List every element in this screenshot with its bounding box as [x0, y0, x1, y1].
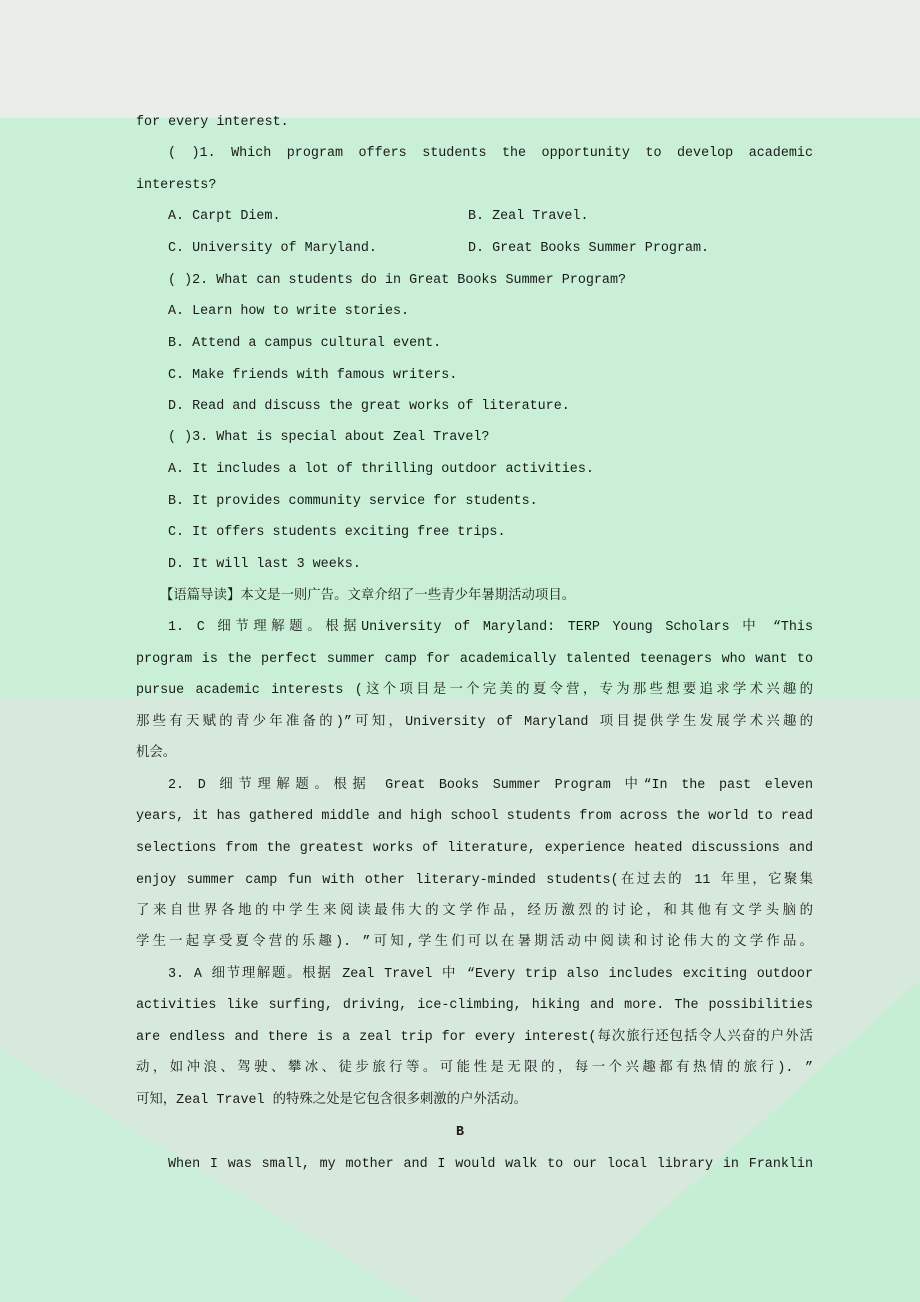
option-1b: B. Zeal Travel. [468, 209, 589, 224]
option-1d: D. Great Books Summer Program. [468, 241, 710, 256]
option-2b: B. Attend a campus cultural event. [168, 336, 442, 351]
option-1c: C. University of Maryland. [168, 241, 377, 256]
text-line: 了来自世界各地的中学生来阅读最伟大的文学作品，经历激烈的讨论，和其他有文学头脑的 [136, 904, 813, 919]
passage-b-first-line: When I was small, my mother and I would walk to our local library in Franklin [168, 1157, 813, 1172]
text-line: 学生一起享受夏令营的乐趣). ”可知,学生们可以在暑期活动中阅读和讨论伟大的文学作品。 [136, 935, 813, 950]
text-line: pursue academic interests (这个项目是一个完美的夏令营，专为那些想要追求学术兴趣的 [136, 683, 813, 698]
text-line: 机会。 [136, 746, 177, 761]
option-3a: A. It includes a lot of thrilling outdoor activities. [168, 462, 594, 477]
text-line: interests? [136, 178, 217, 193]
passage-guide: 【语篇导读】本文是一则广告。文章介绍了一些青少年暑期活动项目。 [160, 589, 576, 604]
option-2d: D. Read and discuss the great works of literature. [168, 399, 570, 414]
text-line: selections from the greatest works of literature, experience heated discussions and [136, 841, 813, 856]
text-line: 动，如冲浪、驾驶、攀冰、徒步旅行等。可能性是无限的，每一个兴趣都有热情的旅行). ” [136, 1061, 813, 1076]
text-line: activities like surfing, driving, ice-climbing, hiking and more. The possibilities [136, 998, 813, 1013]
text-line: program is the perfect summer camp for academically talented teenagers who want to [136, 652, 813, 667]
text-line: are endless and there is a zeal trip for every interest(每次旅行还包括令人兴奋的户外活 [136, 1030, 813, 1045]
question-3: ( )3. What is special about Zeal Travel? [168, 430, 490, 445]
question-1: ( )1. Which program offers students the opportunity to develop academic [168, 146, 813, 161]
answer-2: 2. D 细节理解题。根据 Great Books Summer Program 中“In the past eleven [168, 778, 813, 793]
background-top [0, 0, 920, 118]
question-2: ( )2. What can students do in Great Books Summer Program? [168, 273, 627, 288]
text-line: years, it has gathered middle and high school students from across the world to read [136, 809, 813, 824]
text-line: enjoy summer camp fun with other literary-minded students(在过去的 11 年里，它聚集 [136, 873, 813, 888]
text-line: 可知，Zeal Travel 的特殊之处是它包含很多刺激的户外活动。 [136, 1093, 528, 1108]
option-3b: B. It provides community service for students. [168, 494, 538, 509]
option-2c: C. Make friends with famous writers. [168, 368, 458, 383]
option-2a: A. Learn how to write stories. [168, 304, 410, 319]
answer-3: 3. A 细节理解题。根据 Zeal Travel 中 “Every trip also includes exciting outdoor [168, 967, 813, 982]
section-heading: B [455, 1125, 465, 1140]
option-3d: D. It will last 3 weeks. [168, 557, 361, 572]
text-line: 那些有天赋的青少年准备的)”可知，University of Maryland 项目提供学生发展学术兴趣的 [136, 715, 813, 730]
answer-1: 1. C 细节理解题。根据University of Maryland: TERP Young Scholars 中 “This [168, 620, 813, 635]
option-1a: A. Carpt Diem. [168, 209, 281, 224]
option-3c: C. It offers students exciting free trips. [168, 525, 506, 540]
text-line: for every interest. [136, 115, 289, 130]
